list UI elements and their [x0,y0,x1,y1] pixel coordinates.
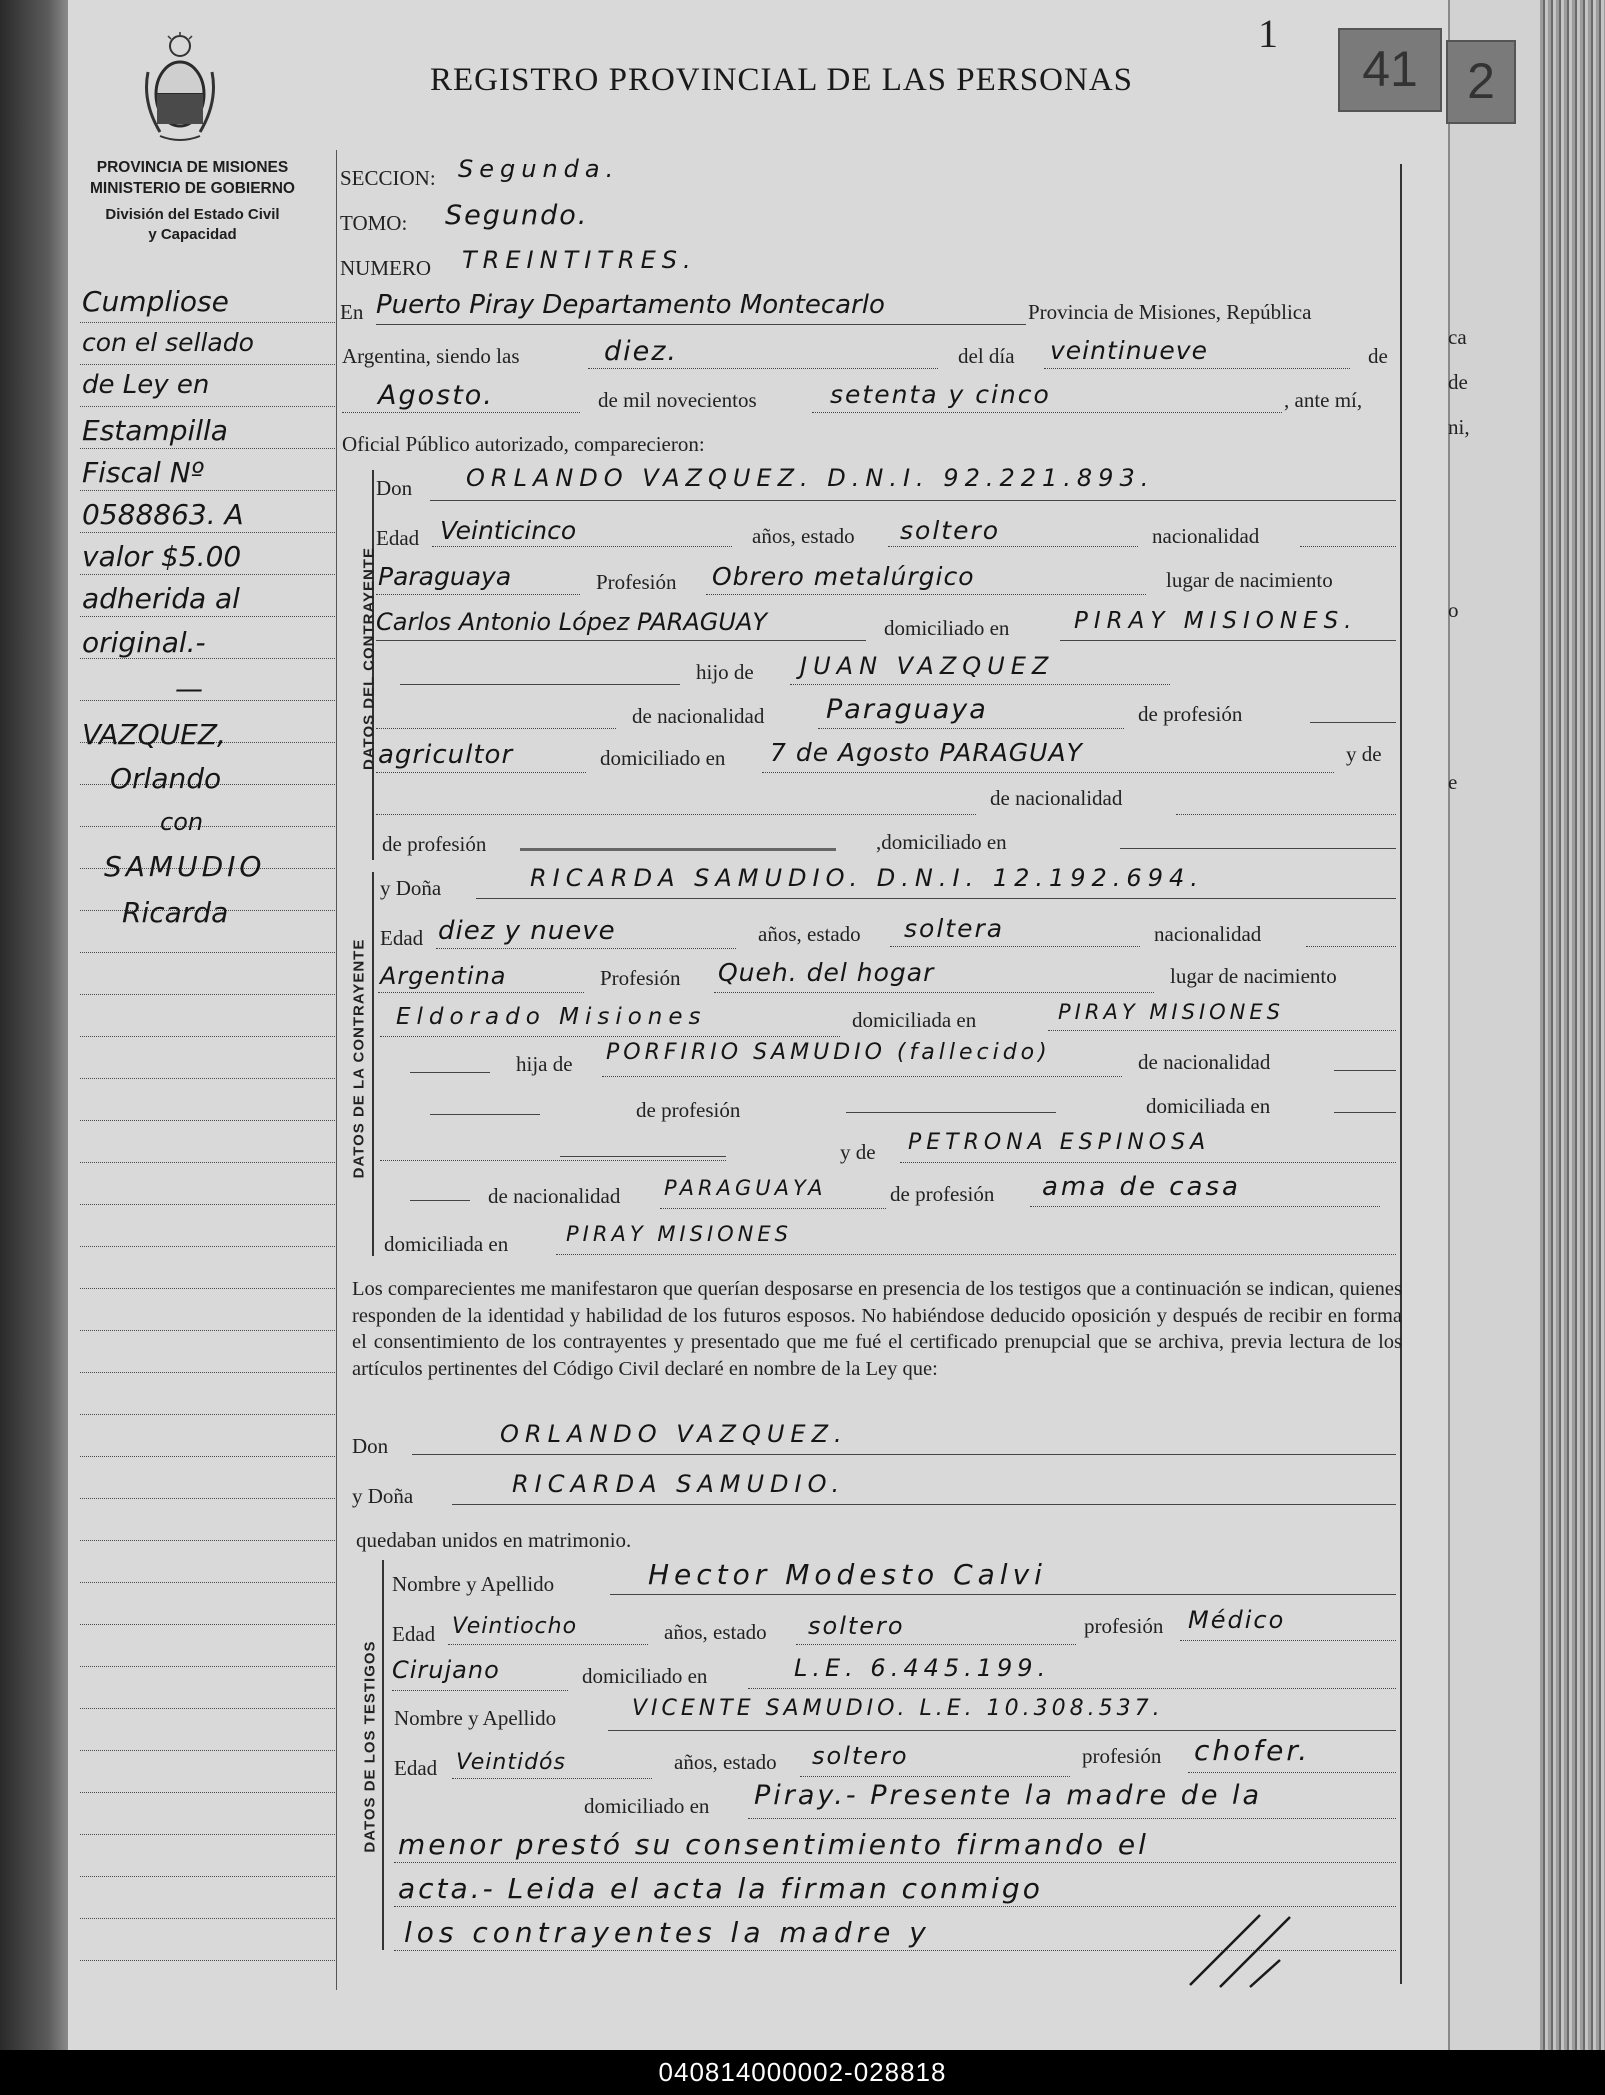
madre-prof-label: de profesión [382,832,487,856]
t1-profesion-cont: Cirujano [392,1656,500,1684]
margin-note-line: Ricarda [122,896,229,929]
t1-edad-label: Edad [392,1622,436,1646]
estado-f-line [890,946,1140,947]
padre-f-line [602,1076,1122,1077]
contrayente-f-estado: soltera [904,914,1005,943]
oficial-label: Oficial Público autorizado, comparecieron: [342,432,705,456]
madre-dom-line [1120,848,1396,849]
t2-estado-line [800,1776,1070,1777]
domiciliado-label: domiciliado en [884,616,1010,640]
lugar-f-line [380,1036,840,1037]
de-nac-label-f: de nacionalidad [1138,1050,1271,1074]
contrayente-f-section-label: DATOS DE LA CONTRAYENTE [350,938,368,1179]
blank-line [1334,1070,1396,1071]
seccion-value: Segunda. [458,155,620,183]
t2-edad: Veintidós [456,1750,566,1775]
province-line: PROVINCIA DE MISIONES [96,159,289,176]
lugar-line [376,640,866,641]
edad-f-line [436,948,736,949]
testigos-divider [382,1560,384,1950]
edad-label-f: Edad [380,926,424,950]
domicilio-line [1060,640,1396,641]
tomo-label: TOMO: [340,211,408,235]
tomo-value: Segundo. [445,200,589,231]
margin-note-line: — [175,672,203,705]
contrayente-f-nacionalidad: Argentina [380,962,507,990]
contrayente-estado: soltero [900,516,1001,545]
folio-stamp: 41 [1338,28,1442,112]
madre-dom-label: ,domiciliado en [876,830,1007,854]
t1-estado-label: años, estado [664,1620,767,1644]
blank-line [410,1072,490,1073]
estado-label-f: años, estado [758,922,861,946]
observaciones-2: acta.- Leida el acta la firman conmigo [398,1872,1043,1905]
next-page-fragment: de [1448,370,1468,394]
lugar-line [376,324,1026,325]
madre-f-profesion: ama de casa [1042,1172,1241,1202]
t1-edad: Veintiocho [452,1614,578,1639]
nacionalidad-label: nacionalidad [1152,524,1260,548]
padre-profesion: agricultor [378,740,514,770]
domicilio-f-line [1048,1030,1396,1031]
main-right-border [1400,164,1402,1984]
t2-domicilio-label: domiciliado en [584,1794,710,1818]
contrayente-section-label: DATOS DEL CONTRAYENTE [360,547,378,770]
blank-line [400,684,680,685]
profesion-line [706,594,1146,595]
t2-estado: soltero [812,1742,909,1770]
madre-f-nombre: PETRONA ESPINOSA [908,1130,1211,1155]
t1-edad-line [448,1644,648,1645]
margin-note-line: con el sellado [82,328,254,357]
madre-prof-f-line [1030,1206,1380,1207]
t2-profesion-line [1188,1772,1396,1773]
nacionalidad-line-2 [376,594,580,595]
page-stack-edge [1540,0,1605,2050]
dona-label: y Doña [380,876,442,900]
testigos-section-label: DATOS DE LOS TESTIGOS [361,1640,379,1853]
t1-domicilio-line [748,1688,1396,1689]
t1-profesion-line [1180,1640,1396,1641]
y-de-label: y de [1346,742,1382,766]
mes-value: Agosto. [378,380,494,411]
lugar-label-f: lugar de nacimiento [1170,964,1337,988]
next-page-fragment: e [1448,770,1458,794]
decl-don-label: Don [352,1434,389,1458]
book-binding-left [0,0,68,2050]
t2-profesion-label: profesión [1082,1744,1162,1768]
y-de-label-f: y de [840,1140,876,1164]
blank-line [1334,1112,1396,1113]
dom-label-f: domiciliada en [1146,1094,1271,1118]
dia-line [1044,368,1350,369]
margin-note-line: con [160,808,204,836]
madre-dom-label-f: domiciliada en [384,1232,509,1256]
folio-stamp-2: 2 [1446,40,1516,124]
t1-domicilio: L.E. 6.445.199. [794,1654,1051,1682]
edad-label: Edad [376,526,420,550]
margin-note-line: original.- [82,626,206,659]
ante-label: , ante mí, [1284,388,1363,412]
hora-line [588,368,938,369]
provincia-label: Provincia de Misiones, República [1028,300,1312,324]
padre-prof-line [376,772,586,773]
de-nac-label: de nacionalidad [632,704,765,728]
madre-f-nacionalidad: PARAGUAYA [664,1176,827,1200]
margin-note-line: Orlando [110,762,222,795]
padre-nac-line [818,728,1124,729]
blank-line [1310,722,1396,723]
t1-prof-cont-line [392,1690,568,1691]
t2-domicilio: Piray.- Presente la madre de la [754,1780,1263,1811]
nacionalidad-f-line-2 [378,992,584,993]
margin-note-line: de Ley en [82,370,210,400]
padre-f-nombre: PORFIRIO SAMUDIO (fallecido) [606,1040,1051,1065]
hija-label: hija de [516,1052,573,1076]
next-page-fragment: o [1448,598,1459,622]
contrayente-f-lugar: Eldorado Misiones [396,1004,707,1030]
dia-value: veintinueve [1050,336,1208,365]
t2-profesion: chofer. [1194,1734,1311,1767]
next-page-edge [1448,0,1542,2050]
madre-f-line [900,1162,1396,1163]
decl-dona-label: y Doña [352,1484,414,1508]
de-prof-label-f: de profesión [636,1098,741,1122]
contrayente-edad: Veinticinco [440,516,577,545]
madre-dom-f-line [556,1254,1396,1255]
ministry-line: MINISTERIO DE GOBIERNO [90,180,295,197]
blank-line [410,1200,470,1201]
page-number: 1 [1258,11,1278,56]
contrayente-domicilio: PIRAY MISIONES. [1074,608,1358,634]
domiciliada-label: domiciliada en [852,1008,977,1032]
mes-line [342,412,580,413]
document-id: 040814000002-028818 [658,2057,947,2087]
t2-edad-label: Edad [394,1756,438,1780]
mil-label: de mil novecientos [598,388,757,412]
t2-nombre: VICENTE SAMUDIO. L.E. 10.308.537. [632,1696,1164,1721]
numero-label: NUMERO [340,256,432,280]
hijo-label: hijo de [696,660,754,684]
contrayente-lugar: Carlos Antonio López PARAGUAY [376,608,768,636]
profesion-label: Profesión [596,570,677,594]
padre-line [790,684,1170,685]
madre-nac-f-line [660,1208,886,1209]
seccion-label: SECCION: [340,166,436,190]
blank-line [846,1112,1056,1113]
de-prof-label: de profesión [1138,702,1243,726]
margin-note-line: Estampilla [82,414,228,447]
madre-prof-label-f: de profesión [890,1182,995,1206]
profesion-f-line [714,992,1154,993]
t2-estado-label: años, estado [674,1750,777,1774]
signature-mark-icon [1180,1905,1320,1995]
nacionalidad-label-f: nacionalidad [1154,922,1262,946]
madre-prof-line [520,848,836,851]
decl-dona-line [452,1504,1396,1505]
padre-dom-line [762,772,1334,773]
blank-line [560,1156,726,1157]
margin-divider [336,150,337,1990]
t2-edad-line [452,1778,652,1779]
unidos-label: quedaban unidos en matrimonio. [356,1528,632,1552]
don-label: Don [376,476,413,500]
madre-nac-line [1176,814,1396,815]
decl-dona-value: RICARDA SAMUDIO. [512,1470,846,1498]
t1-estado: soltero [808,1612,905,1640]
profesion-label-f: Profesión [600,966,681,990]
contrayente-f-nombre-line [476,898,1396,899]
nacionalidad-f-line [1306,946,1396,947]
contrayente-profesion: Obrero metalúrgico [712,562,975,591]
next-page-fragment: ca [1448,325,1467,349]
t2-nombre-line [608,1730,1396,1731]
t1-domicilio-label: domiciliado en [582,1664,708,1688]
de-label: de [1368,344,1388,368]
margin-note-line: valor $5.00 [82,540,242,573]
estado-line [888,546,1138,547]
division-line: División del Estado Civil [105,206,280,223]
t1-nombre: Hector Modesto Calvi [648,1558,1047,1591]
page-title: REGISTRO PROVINCIAL DE LAS PERSONAS [430,62,1134,98]
madre-nombre-line [376,814,976,815]
dia-label: del día [958,344,1015,368]
margin-note-line: adherida al [82,582,240,615]
nacionalidad-line [1300,546,1396,547]
t2-nombre-label: Nombre y Apellido [394,1706,557,1730]
t1-profesion-label: profesión [1084,1614,1164,1638]
madre-f-domicilio: PIRAY MISIONES [566,1222,792,1246]
anio-line [812,412,1282,413]
blank-line [380,1160,726,1161]
madre-nac-label: de nacionalidad [990,786,1123,810]
padre-dom-label: domiciliado en [600,746,726,770]
coat-of-arms-icon [140,32,220,147]
observaciones-3: los contrayentes la madre y [404,1916,931,1949]
contrayente-f-edad: diez y nueve [438,916,616,946]
t1-estado-line [796,1644,1076,1645]
argentina-label: Argentina, siendo las [342,344,520,368]
contrayente-nombre-line [430,500,1396,501]
margin-note-line: SAMUDIO [104,850,266,883]
obs-line-1 [394,1862,1396,1863]
blank-line [430,1114,540,1115]
hora-value: diez. [604,336,679,367]
margin-note-line: Fiscal Nº [82,456,204,489]
lugar-label: lugar de nacimiento [1166,568,1333,592]
margin-note-line: 0588863. A [82,498,244,531]
margin-note-line: VAZQUEZ, [82,718,226,751]
t1-nombre-label: Nombre y Apellido [392,1572,555,1596]
observaciones-1: menor prestó su consentimiento firmando el [398,1828,1149,1861]
madre-nac-label-f: de nacionalidad [488,1184,621,1208]
lugar-acto: Puerto Piray Departamento Montecarlo [376,290,885,320]
estado-label: años, estado [752,524,855,548]
decl-don-line [412,1454,1396,1455]
contrayente-f-divider [372,872,374,1256]
contrayente-f-nombre: RICARDA SAMUDIO. D.N.I. 12.192.694. [530,864,1204,892]
next-page-fragment: ni, [1448,415,1470,439]
contrayente-f-profesion: Queh. del hogar [718,958,935,987]
padre-domicilio: 7 de Agosto PARAGUAY [770,738,1083,767]
numero-value: TREINTITRES. [462,246,697,274]
declaracion-texto: Los comparecientes me manifestaron que querían desposarse en presencia de los testigos que a continuación se indican, quienes responden de la identidad y habilidad de los futuros esposos. No habiéndose deducido oposición y después de recibir en forma el consentimiento de los contrayentes y presentado que me fué el certificado prenupcial que se archiva, previa lectura de los artículos pertinentes del Código Civil declaré en nombre de la Ley que: [352,1278,1402,1380]
t1-profesion: Médico [1188,1606,1286,1634]
division-line-2: y Capacidad [148,226,237,243]
t2-domicilio-line [748,1818,1396,1819]
contrayente-nacionalidad: Paraguaya [378,562,512,591]
anio-value: setenta y cinco [830,380,1051,409]
decl-don-value: ORLANDO VAZQUEZ. [500,1420,848,1448]
en-label: En [340,300,364,324]
padre-nombre: JUAN VAZQUEZ [800,652,1055,680]
margin-note-line: Cumpliose [82,285,229,318]
contrayente-f-domicilio: PIRAY MISIONES [1058,1000,1284,1024]
t1-nombre-line [610,1594,1396,1595]
contrayente-nombre: ORLANDO VAZQUEZ. D.N.I. 92.221.893. [466,464,1155,492]
blank-line [376,728,616,729]
padre-nacionalidad: Paraguaya [826,694,988,725]
edad-line [432,546,732,547]
